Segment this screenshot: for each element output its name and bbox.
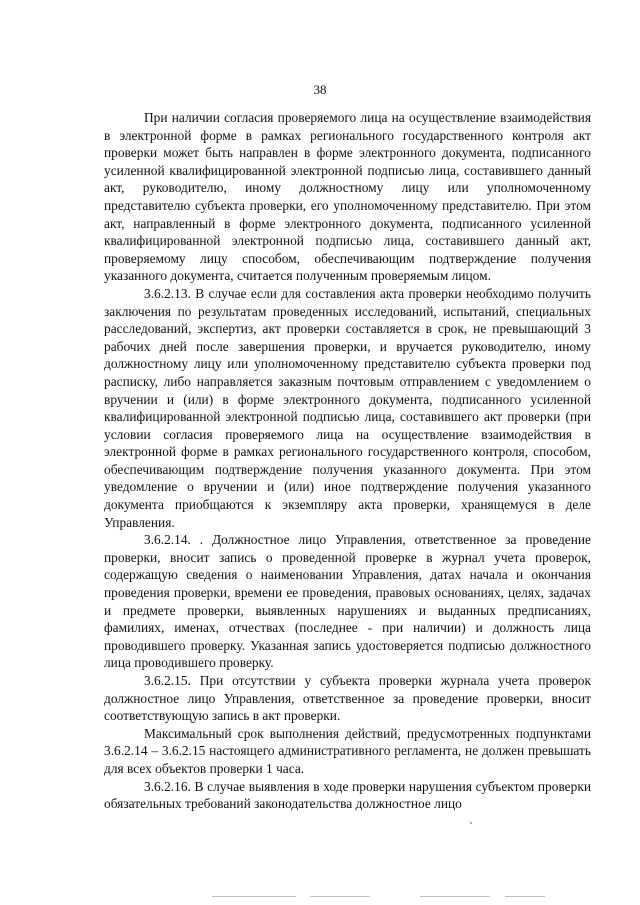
scan-artifact-line <box>212 896 296 897</box>
paragraph-3-6-2-15: 3.6.2.15. При отсутствии у субъекта проверки журнала учета проверок должностное лицо Управления, ответственное за проведение проверки, вносит соответствующую запись в акт проверки. <box>104 673 591 724</box>
page-number: 38 <box>313 82 327 97</box>
paragraph-consent-electronic-act: При наличии согласия проверяемого лица на осуществление взаимодействия в электронной форме в рамках регионального государственного контроля акт проверки может быть направлен в форме электронного документа, подписанного усиленной квалифицированной электронной подписью лица, составившего данный акт, руководителю, иному должностному лицу или уполномоченному представителю субъекта проверки, его уполномоченному представителю. При этом акт, направленный в форме электронного документа, подписанного усиленной квалифицированной электронной подписью лица, составившего данный акт, проверяемому лицу способом, обеспечивающим подтверждение получения указанного документа, считается полученным проверяемым лицом. <box>104 110 591 284</box>
paragraph-max-duration: Максимальный срок выполнения действий, предусмотренных подпунктами 3.6.2.14 – 3.6.2.15 настоящего административного регламента, не должен превышать для всех объектов проверки 1 часа. <box>104 725 591 776</box>
scan-artifact-line <box>310 896 370 897</box>
scan-artifact-line <box>505 896 545 897</box>
paragraph-3-6-2-14: 3.6.2.14. . Должностное лицо Управления, ответственное за проведение проверки, вносит запись о проведенной проверке в журнал учета проверок, содержащую сведения о наименовании Управления, датах начала и окончания проведения проверки, времени ее проведения, правовых основаниях, целях, задачах и предмете проверки, выявленных нарушениях и выданных предписаниях, фамилиях, именах, отчествах (последнее - при наличии) и должность лица проводившего проверку. Указанная запись удостоверяется подписью должностного лица проводившего проверку. <box>104 532 591 671</box>
paragraph-3-6-2-13: 3.6.2.13. В случае если для составления акта проверки необходимо получить заключения по результатам проведенных исследований, испытаний, специальных расследований, экспертиз, акт проверки составляется в срок, не превышающий 3 рабочих дней после завершения проверки, и вручается руководителю, иному должностному лицу или уполномоченному представителю субъекта проверки под расписку, либо направляется заказным почтовым отправлением с уведомлением о вручении и (или) в форме электронного документа, подписанного усиленной квалифицированной электронной подписью лица, составившего акт проверки (при условии согласия проверяемого лица на осуществление взаимодействия в электронной форме в рамках регионального государственного контроля, способом, обеспечивающим подтверждение получения указанного документа. При этом уведомление о вручении и (или) иное подтверждение получения указанного документа приобщаются к экземпляру акта проверки, хранящемуся в деле Управления. <box>104 285 591 530</box>
paragraph-3-6-2-16: 3.6.2.16. В случае выявления в ходе проверки нарушения субъектом проверки обязательных требований законодательства должностное лицо <box>104 778 591 812</box>
scan-artifact-line <box>420 896 490 897</box>
scan-artifact-dot <box>470 822 472 824</box>
document-body <box>104 109 591 813</box>
